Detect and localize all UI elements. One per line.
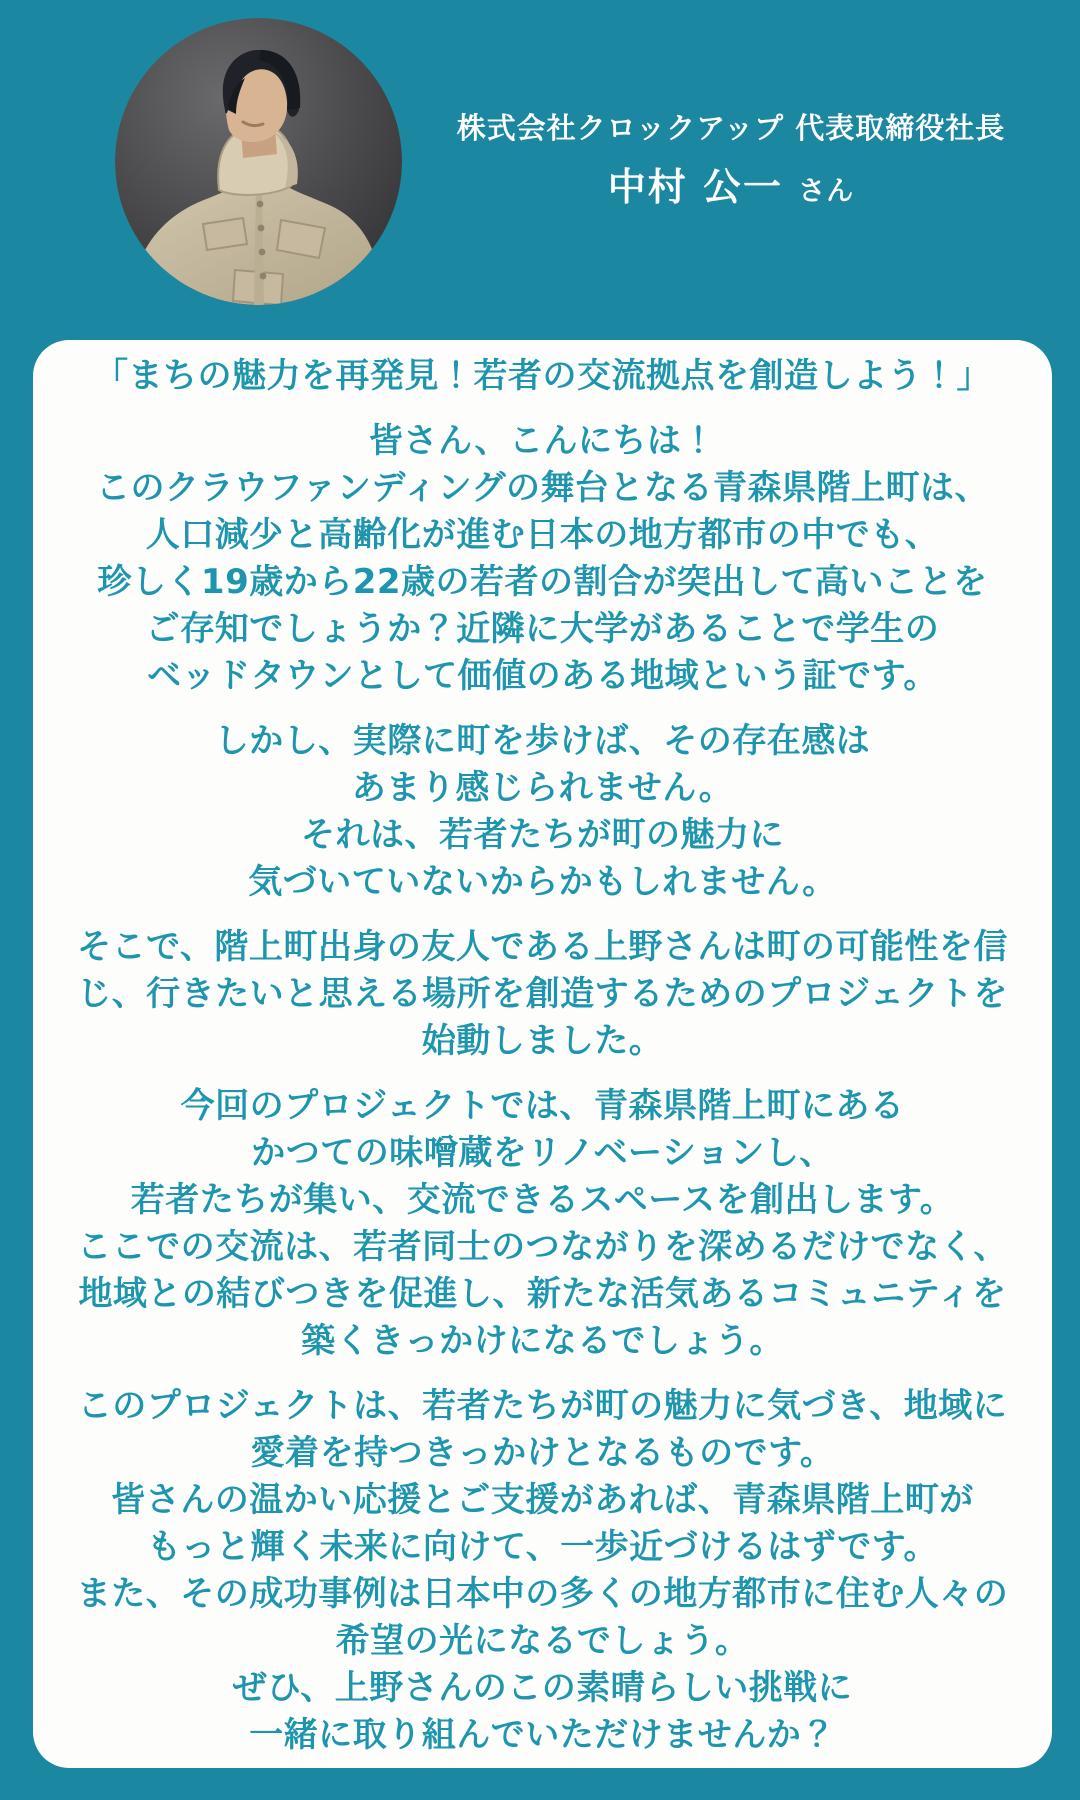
- quote-card-text: [75, 353, 1010, 1759]
- profile-photo: [115, 18, 402, 305]
- quote-paragraphs: [75, 418, 1010, 1759]
- quote-card: [33, 340, 1052, 1768]
- profile-photo-illustration: [115, 18, 402, 305]
- person-name-text: 中村 公一: [607, 165, 783, 209]
- paragraph: このプロジェクトは、若者たちが町の魅力に気づき、地域に 愛着を持つきっかけとなるものです。 皆さんの温かい応援とご支援があれば、青森県階上町が もっと輝く未来に向けて、一歩近づけるはずです。 また、その成功事例は日本中の多くの地方都市に住む人々の 希望の光になるでしょう。 ぜひ、上野さんのこの素晴らしい挑戦に 一緒に取り組んでいただけませんか？: [76, 1386, 1009, 1755]
- company-role-title: 株式会社クロックアップ 代表取締役社長: [456, 111, 1006, 145]
- header-caption: [402, 108, 1060, 217]
- paragraph: 今回のプロジェクトでは、青森県階上町にある かつての味噌蔵をリノベーションし、 若者たちが集い、交流できるスペースを創出します。 ここでの交流は、若者同士のつながりを深めるだけでなく、 地域との結びつきを促進し、新たな活気あるコミュニティを 築くきっかけになるでしょう。: [77, 1086, 1008, 1361]
- paragraph: 皆さん、こんにちは！ このクラウファンディングの舞台となる青森県階上町は、 人口減少と高齢化が進む日本の地方都市の中でも、 珍しく19歳から22歳の若者の割合が突出して高いことを ご存知でしょうか？近隣に大学があることで学生の ベッドタウンとして価値のある地域という証です。: [96, 421, 989, 696]
- paragraph: そこで、階上町出身の友人である上野さんは町の可能性を信 じ、行きたいと思える場所を創造するためのプロジェクトを 始動しました。: [77, 927, 1008, 1061]
- person-name: [402, 162, 1060, 217]
- paragraph: しかし、実際に町を歩けば、その存在感は あまり感じられません。 それは、若者たちが町の魅力に 気づいていないからかもしれません。: [214, 721, 871, 902]
- honorific-suffix: さん: [798, 176, 855, 207]
- quote-headline: 「まちの魅力を再発見！若者の交流拠点を創造しよう！」: [94, 356, 991, 396]
